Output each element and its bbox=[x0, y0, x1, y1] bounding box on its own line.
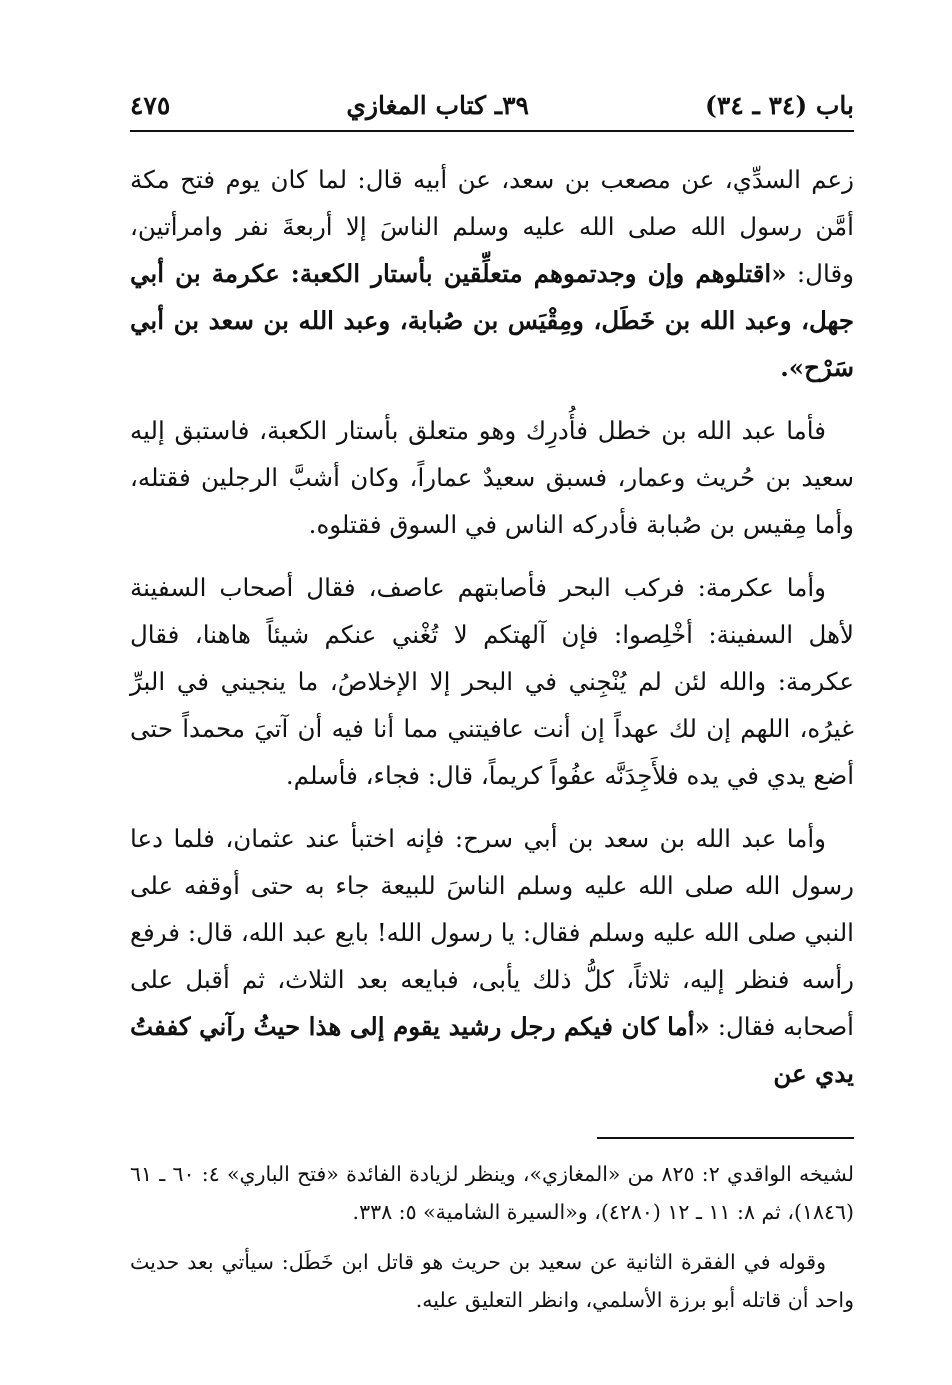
paragraph-text: وأما عبد الله بن سعد بن أبي سرح: فإنه اختبأ عند عثمان، فلما دعا رسول الله صلى الله عليه وسلم الناسَ للبيعة جاء به حتى أوقفه على النبي صلى الله عليه وسلم فقال: يا رسول الله! بايع عبد الله، قال: فرفع رأسه فنظر إليه، ثلاثاً، كلُّ ذلك يأبى، فبايعه بعد الثلاث، ثم أقبل على أصحابه فقال: bbox=[130, 824, 854, 1041]
paragraph-2 bbox=[130, 407, 854, 548]
main-text bbox=[130, 156, 854, 1097]
paragraph-4 bbox=[130, 815, 854, 1097]
chapter-heading: باب (٣٤ ـ ٣٤) bbox=[705, 91, 854, 120]
footnotes bbox=[130, 1155, 854, 1319]
footnote-1: لشيخه الواقدي ٢: ٨٢٥ من «المغازي»، وينظر لزيادة الفائدة «فتح الباري» ٤: ٦٠ ـ ٦١ (١٨٤٦)، ثم ٨: ١١ ـ ١٢ (٤٢٨٠)، و«السيرة الشامية» ٥: ٣٣٨. bbox=[130, 1162, 854, 1224]
page-number: ٤٧٥ bbox=[130, 91, 171, 120]
hadith-quote: «أما كان فيكم رجل رشيد يقوم إلى هذا حيثُ رآني كففتُ يدي عن bbox=[130, 1012, 854, 1088]
paragraph-text: زعم السدِّي، عن مصعب بن سعد، عن أبيه قال: لما كان يوم فتح مكة أمَّن رسول الله صلى الله عليه وسلم الناسَ إلا أربعةَ نفر وامرأتين، وقال: bbox=[130, 165, 854, 288]
running-header bbox=[130, 84, 854, 132]
paragraph-3 bbox=[130, 564, 854, 799]
paragraph-1 bbox=[130, 156, 854, 391]
footnote-2: وقوله في الفقرة الثانية عن سعيد بن حريث هو قاتل ابن خَطَل: سيأتي بعد حديث واحد أن قاتله أبو برزة الأسلمي، وانظر التعليق عليه. bbox=[130, 1250, 854, 1312]
paragraph-text: وأما عكرمة: فركب البحر فأصابتهم عاصف، فقال أصحاب السفينة لأهل السفينة: أخْلِصوا: فإن آلهتكم لا تُغْني عنكم شيئاً هاهنا، فقال عكرمة: والله لئن لم يُنْجِني في البحر إلا الإخلاصُ، ما ينجيني في البرِّ غيرُه، اللهم إن لك عهداً إن أنت عافيتني مما أنا فيه أن آتيَ محمداً حتى أضع يدي في يده فلأَجِدَنَّه عفُواً كريماً، قال: فجاء، فأسلم. bbox=[130, 573, 854, 790]
footnote-divider bbox=[597, 1137, 854, 1139]
paragraph-text: فأما عبد الله بن خطل فأُدرِك وهو متعلق بأستار الكعبة، فاستبق إليه سعيد بن حُريث وعمار، فسبق سعيدٌ عماراً، وكان أشبَّ الرجلين فقتله، وأما مِقيس بن صُبابة فأدركه الناس في السوق فقتلوه. bbox=[130, 416, 854, 539]
book-title: ٣٩ـ كتاب المغازي bbox=[346, 91, 529, 120]
hadith-quote: «اقتلوهم وإن وجدتموهم متعلِّقين بأستار الكعبة: عكرمة بن أبي جهل، وعبد الله بن خَطَل، ومِقْيَس بن صُبابة، وعبد الله بن سعد بن أبي سَرْح». bbox=[130, 259, 854, 382]
